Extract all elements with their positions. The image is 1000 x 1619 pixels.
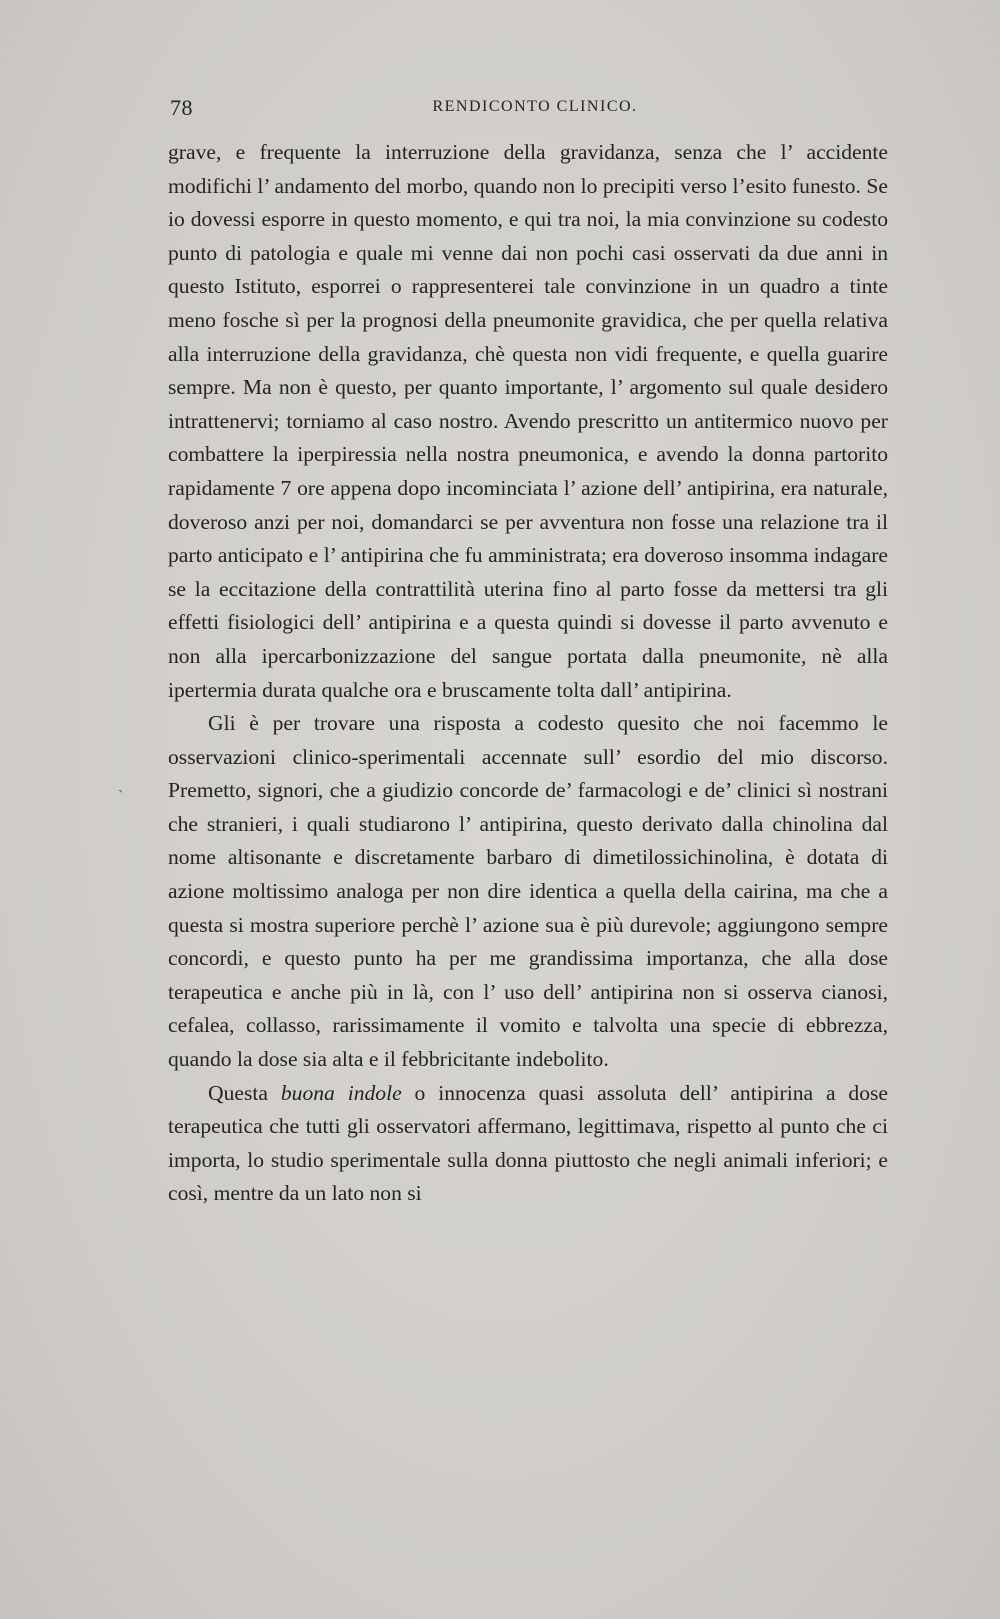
page-header bbox=[170, 95, 900, 125]
paragraph-2: Gli è per trovare una risposta a codesto quesito che noi facemmo le osservazioni clinico-sperimentali accennate sull’ esordio del mio discorso. Premetto, signori, che a giudizio concorde de’ farmacologi e de’ clinici sì nostrani che stranieri, i quali studiarono l’ antipirina, questo derivato dalla chinolina dal nome altisonante e discretamente barbaro di dimetilossichinolina, è dotata di azione moltissimo analoga per non dire identica a quella della cairina, ma che a questa si mostra superiore perchè l’ azione sua è più durevole; aggiungono sempre concordi, e questo punto ha per me grandissima importanza, che alla dose terapeutica e anche più in là, con l’ uso dell’ antipirina non si osserva cianosi, cefalea, collasso, rarissimamente il vomito e talvolta una specie di ebbrezza, quando la dose sia alta e il febbricitante indebolito. bbox=[168, 711, 888, 1072]
running-head: RENDICONTO CLINICO. bbox=[432, 98, 638, 115]
paragraph-3 bbox=[168, 1077, 888, 1211]
page-number: 78 bbox=[170, 95, 193, 120]
paragraph-3-end: o innocenza quasi assoluta dell’ antipirina a dose terapeutica che tutti gli osservatori affermano, legittimava, rispetto al punto che ci importa, lo studio sperimentale sulla donna piuttosto che negli animali inferiori; e così, mentre da un lato non si bbox=[168, 1080, 889, 1206]
paragraph-3-start: Questa bbox=[208, 1080, 281, 1105]
body-text bbox=[168, 136, 888, 1211]
paragraph-3-emphasis: buona indole bbox=[280, 1080, 402, 1105]
paragraph-1: grave, e frequente la interruzione della gravidanza, senza che l’ accidente modifichi l’ andamento del morbo, quando non lo precipiti verso l’esito funesto. Se io dovessi esporre in questo momento, e qui tra noi, la mia convinzione su codesto punto di patologia e quale mi venne dai non pochi casi osservati da due anni in questo Istituto, esporrei o rappresenterei tale convinzione in un quadro a tinte meno fosche sì per la prognosi della pneumonite gravidica, che per quella relativa alla interruzione della gravidanza, chè questa non vidi frequente, e quella guarire sempre. Ma non è questo, per quanto importante, l’ argomento sul quale desidero intrattenervi; torniamo al caso nostro. Avendo prescritto un antitermico nuovo per combattere la iperpiressia nella nostra pneumonica, e avendo la donna partorito rapidamente 7 ore appena dopo incominciata l’ azione dell’ antipirina, era naturale, doveroso anzi per noi, domandarci se per avventura non fosse una relazione tra il parto anticipato e l’ antipirina che fu amministrata; era doveroso insomma indagare se la eccitazione della contrattilità uterina fino al parto fosse da mettersi tra gli effetti fisiologici dell’ antipirina e a questa quindi si dovesse il parto avvenuto e non alla ipercarbonizzazione del sangue portata dalla pneumonite, nè alla ipertermia durata qualche ora e bruscamente tolta dall’ antipirina. bbox=[168, 140, 888, 702]
margin-tick-mark: ˋ bbox=[118, 788, 124, 805]
